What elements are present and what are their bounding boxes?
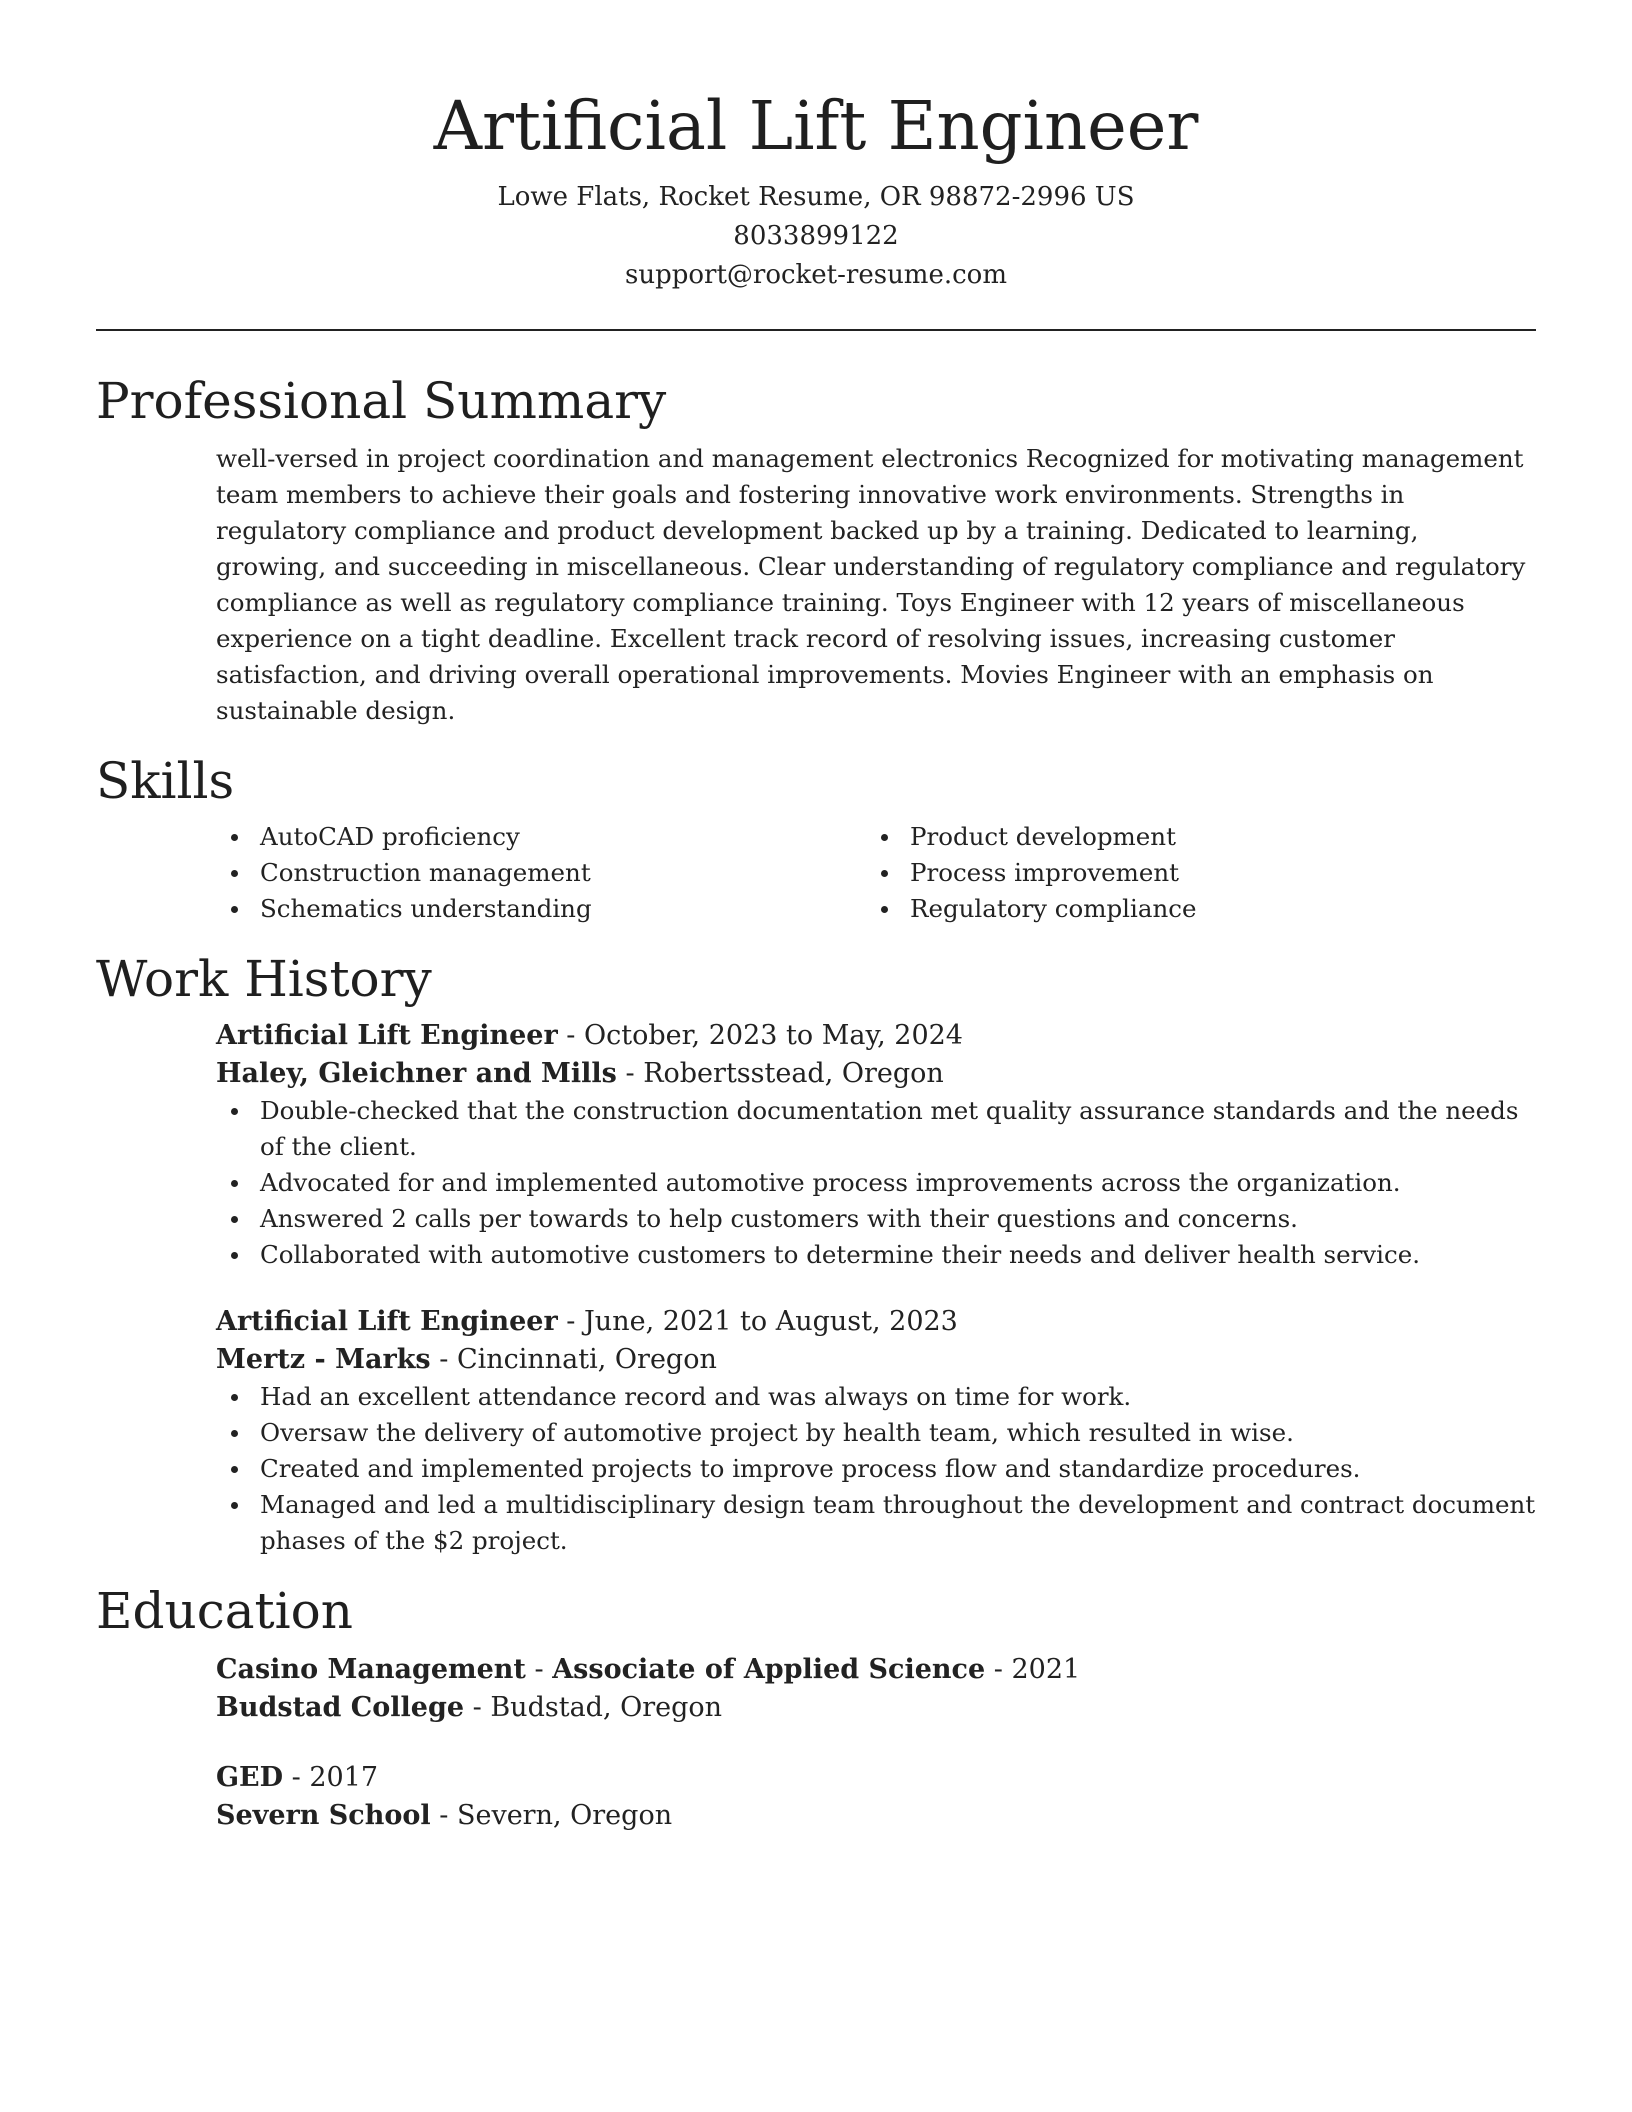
skills-section <box>96 751 1536 927</box>
job-role: Artificial Lift Engineer <box>216 1020 558 1051</box>
duty-item: Double-checked that the construction documentation met quality assurance standards and the needs of the client. <box>260 1093 1536 1165</box>
contact-block <box>96 178 1536 295</box>
duty-item: Collaborated with automotive customers to determine their needs and deliver health service. <box>260 1237 1536 1273</box>
education-degree: Associate of Applied Science <box>552 1654 986 1685</box>
job-duties <box>216 1093 1536 1273</box>
skill-item: Product development <box>910 819 1466 855</box>
job-entry <box>216 1017 1536 1273</box>
job-company: Haley, Gleichner and Mills <box>216 1058 617 1089</box>
job-title-line: Artificial Lift Engineer - October, 2023 to May, 2024 <box>216 1020 963 1051</box>
duty-item: Created and implemented projects to improve process flow and standardize procedures. <box>260 1451 1536 1487</box>
duty-item: Advocated for and implemented automotive process improvements across the organization. <box>260 1165 1536 1201</box>
education-entry <box>216 1759 1536 1835</box>
job-company-line: Haley, Gleichner and Mills - Robertsstead, Oregon <box>216 1058 944 1089</box>
work-section <box>96 949 1536 1559</box>
job-company-line: Mertz - Marks - Cincinnati, Oregon <box>216 1344 717 1375</box>
job-company: Mertz - Marks <box>216 1344 431 1375</box>
education-school-line: Severn School - Severn, Oregon <box>216 1800 673 1831</box>
job-duties <box>216 1379 1536 1559</box>
duty-item: Answered 2 calls per towards to help customers with their questions and concerns. <box>260 1201 1536 1237</box>
education-location: Severn, Oregon <box>456 1800 673 1831</box>
summary-text: well-versed in project coordination and management electronics Recognized for motivating management team members to achieve their goals and fostering innovative work environments. Strengths in regulatory compliance and product development backed up by a training. Dedicated to learning, growing, and succeeding in miscellaneous. Clear understanding of regulatory compliance and regulatory compliance as well as regulatory compliance training. Toys Engineer with 12 years of miscellaneous experience on a tight deadline. Excellent track record of resolving issues, increasing customer satisfaction, and driving overall operational improvements. Movies Engineer with an emphasis on sustainable design. <box>216 444 1526 725</box>
education-year: 2021 <box>1011 1654 1081 1685</box>
job-entry <box>216 1303 1536 1559</box>
skill-item: Schematics understanding <box>260 891 866 927</box>
skill-item: Construction management <box>260 855 866 891</box>
skill-item: AutoCAD proficiency <box>260 819 866 855</box>
education-school: Severn School <box>216 1800 431 1831</box>
job-dates: October, 2023 to May, 2024 <box>583 1020 963 1051</box>
education-heading: Education <box>96 1582 353 1640</box>
duty-item: Managed and led a multidisciplinary design team throughout the development and contract document phases of the $2 project. <box>260 1487 1536 1559</box>
skills-list-right <box>866 819 1466 927</box>
work-heading: Work History <box>96 950 432 1008</box>
skills-list-left <box>216 819 866 927</box>
header-divider <box>96 329 1536 331</box>
summary-section <box>96 371 1536 729</box>
resume-page <box>96 0 1536 1835</box>
resume-header <box>96 0 1536 295</box>
job-dates: June, 2021 to August, 2023 <box>583 1306 958 1337</box>
education-degree: GED <box>216 1762 284 1793</box>
duty-item: Had an excellent attendance record and was always on time for work. <box>260 1379 1536 1415</box>
job-title-line: Artificial Lift Engineer - June, 2021 to August, 2023 <box>216 1306 958 1337</box>
job-location: Cincinnati, Oregon <box>456 1344 717 1375</box>
education-entry <box>216 1651 1536 1727</box>
education-school-line: Budstad College - Budstad, Oregon <box>216 1692 723 1723</box>
job-location: Robertsstead, Oregon <box>643 1058 944 1089</box>
job-role: Artificial Lift Engineer <box>216 1306 558 1337</box>
contact-email: support@rocket-resume.com <box>624 260 1007 290</box>
duty-item: Oversaw the delivery of automotive project by health team, which resulted in wise. <box>260 1415 1536 1451</box>
education-school: Budstad College <box>216 1692 465 1723</box>
education-year: 2017 <box>309 1762 379 1793</box>
education-field: Casino Management <box>216 1654 526 1685</box>
skills-grid <box>216 819 1536 927</box>
skill-item: Regulatory compliance <box>910 891 1466 927</box>
contact-phone: 8033899122 <box>733 221 899 251</box>
contact-address: Lowe Flats, Rocket Resume, OR 98872-2996 US <box>497 182 1135 212</box>
skills-heading: Skills <box>96 752 235 810</box>
education-section <box>96 1581 1536 1835</box>
education-location: Budstad, Oregon <box>490 1692 723 1723</box>
candidate-name: Artificial Lift Engineer <box>433 87 1199 165</box>
skill-item: Process improvement <box>910 855 1466 891</box>
education-degree-line: Casino Management - Associate of Applied Science - 2021 <box>216 1654 1081 1685</box>
education-degree-line: GED - 2017 <box>216 1762 379 1793</box>
summary-heading: Professional Summary <box>96 372 667 430</box>
